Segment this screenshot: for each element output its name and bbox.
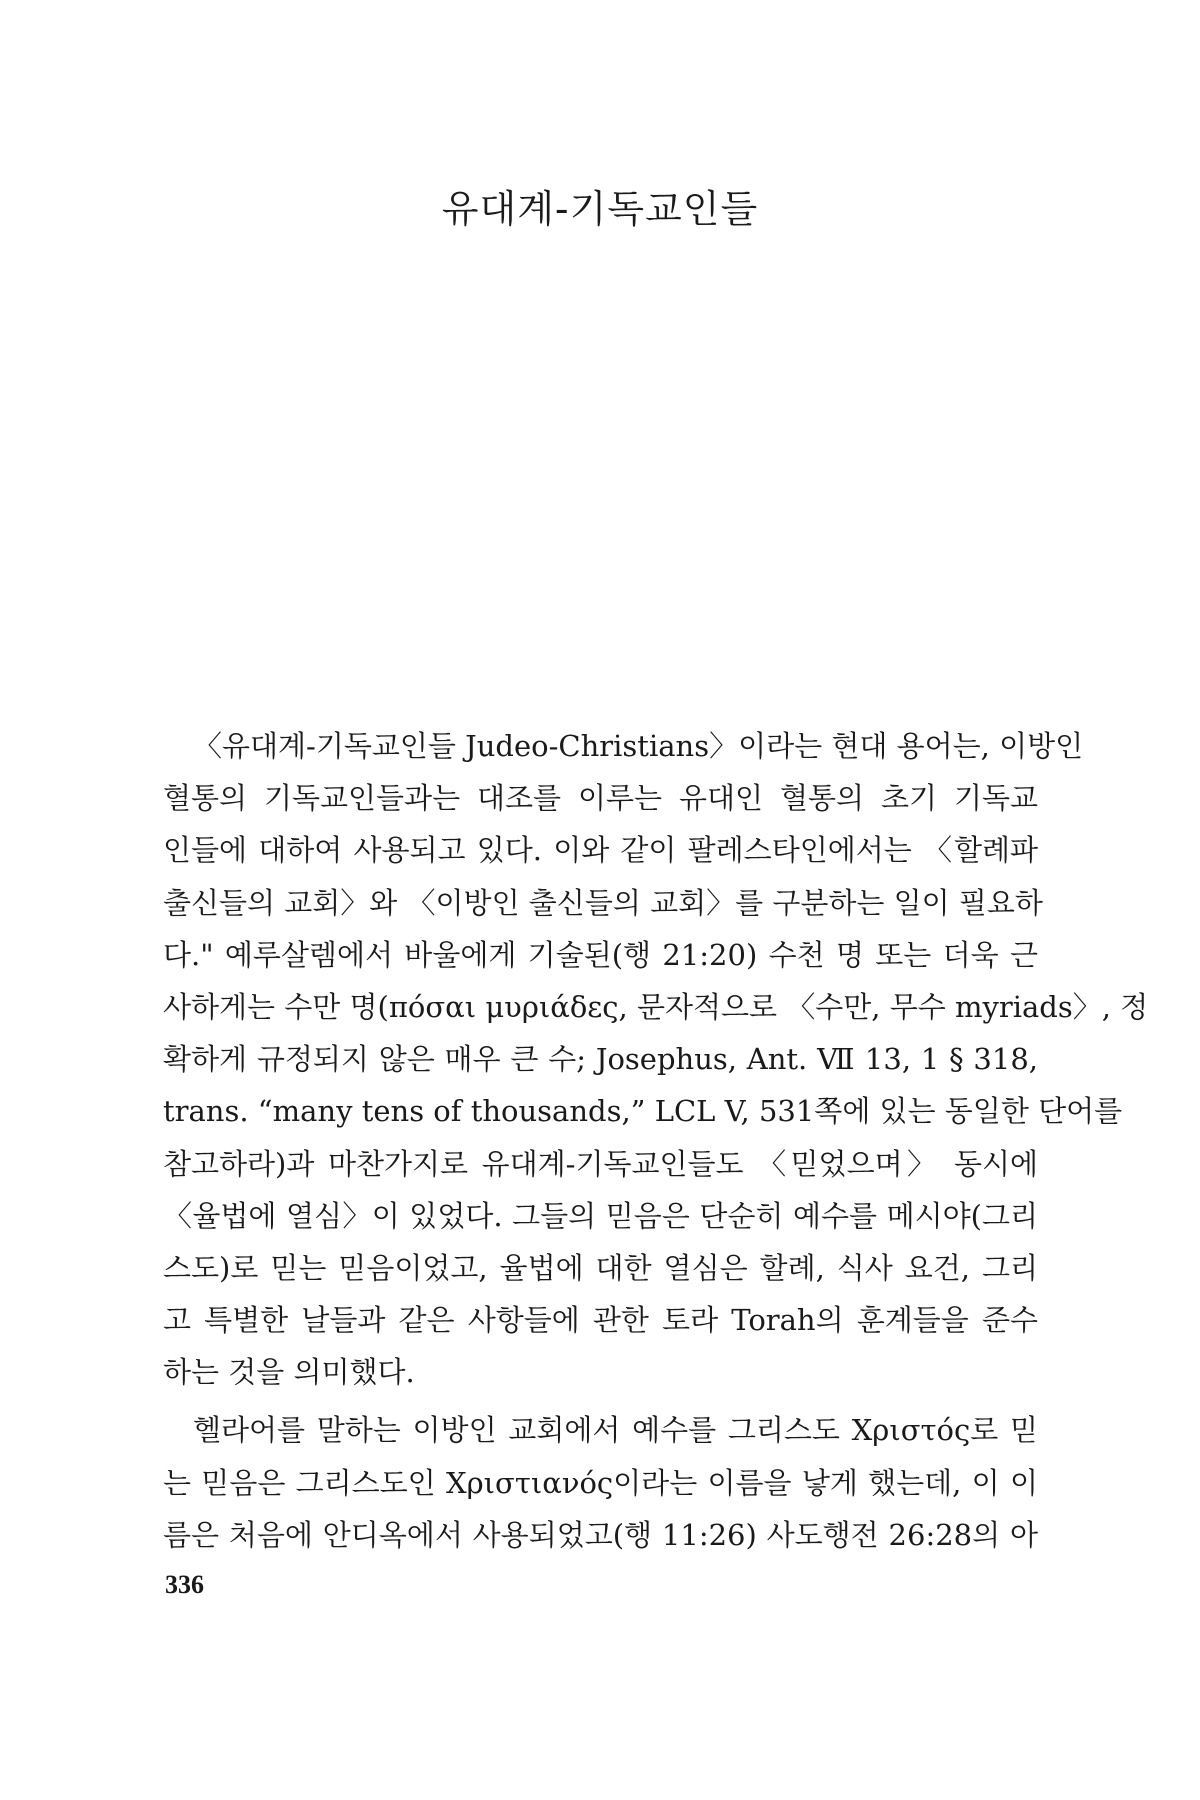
text-line: 는 믿음은 그리스도인 Χριστιανός이라는 이름을 낳게 했는데, 이 이 [163, 1465, 1038, 1500]
page-title: 유대계-기독교인들 [441, 187, 759, 231]
text-line: 사하게는 수만 명(πόσαι μυριάδες, 문자적으로 〈수만, 무수 myriads〉, 정 [163, 989, 1149, 1024]
text-line: 름은 처음에 안디옥에서 사용되었고(행 11:26) 사도행전 26:28의 아 [163, 1517, 1038, 1552]
text-line: 혈통의 기독교인들과는 대조를 이루는 유대인 혈통의 초기 기독교 [163, 781, 1038, 816]
text-line: 헬라어를 말하는 이방인 교회에서 예수를 그리스도 Χριστός로 믿 [193, 1413, 1038, 1448]
text-line: 스도)로 믿는 믿음이었고, 율법에 대한 열심은 할례, 식사 요건, 그리 [163, 1250, 1038, 1285]
text-line: 하는 것을 의미했다. [163, 1355, 415, 1390]
text-line: 〈율법에 열심〉이 있었다. 그들의 믿음은 단순히 예수를 메시야(그리 [163, 1198, 1038, 1233]
text-line: 확하게 규정되지 않은 매우 큰 수; Josephus, Ant. Ⅶ 13, 1 § 318, [163, 1042, 1038, 1077]
text-line: 고 특별한 날들과 같은 사항들에 관한 토라 Torah의 훈계들을 준수 [163, 1303, 1038, 1338]
text-line: 참고하라)과 마찬가지로 유대계-기독교인들도 〈믿었으며〉 동시에 [163, 1146, 1038, 1181]
text-line: trans. “many tens of thousands,” LCL V, 531쪽에 있는 동일한 단어를 [163, 1094, 1123, 1129]
text-line: 출신들의 교회〉와 〈이방인 출신들의 교회〉를 구분하는 일이 필요하 [163, 885, 1043, 920]
page-number: 336 [165, 1570, 204, 1599]
text-line: 인들에 대하여 사용되고 있다. 이와 같이 팔레스타인에서는 〈할례파 [163, 833, 1038, 868]
text-line: 〈유대계-기독교인들 Judeo-Christians〉이라는 현대 용어는, 이방인 [193, 729, 1084, 763]
body-text [163, 720, 1149, 1561]
text-line: 다." 예루살렘에서 바울에게 기술된(행 21:20) 수천 명 또는 더욱 근 [163, 937, 1038, 972]
